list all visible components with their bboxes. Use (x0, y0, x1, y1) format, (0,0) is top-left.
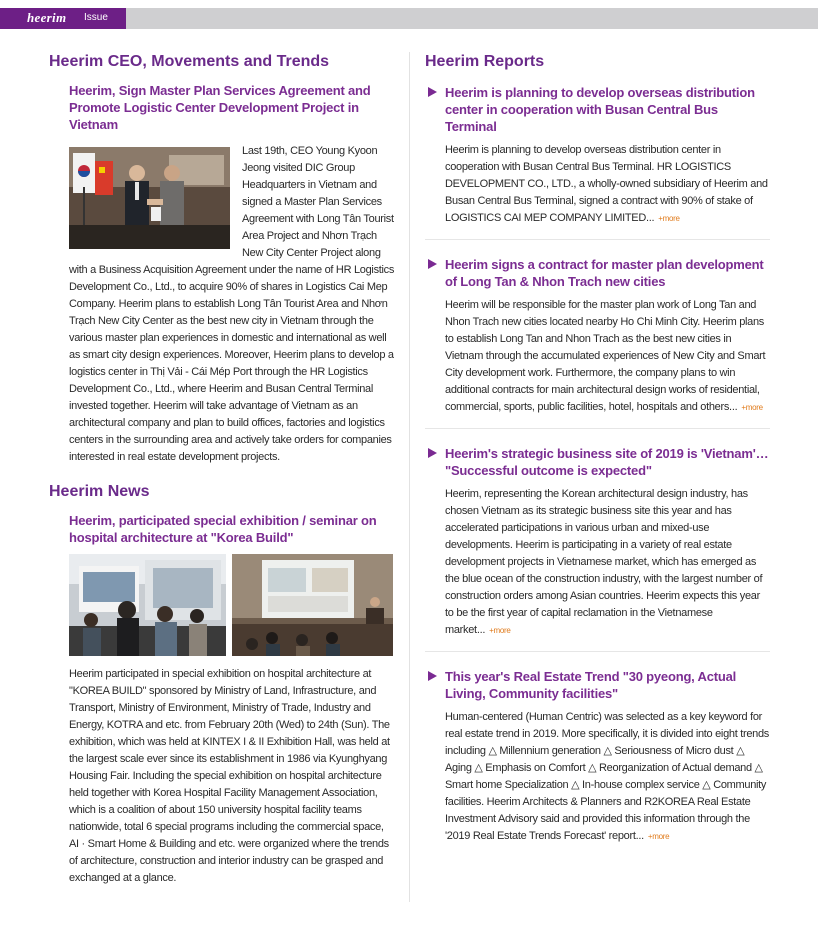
news-photos (49, 554, 395, 656)
report-body-wrap (445, 297, 770, 416)
news-article-title[interactable]: Heerim, participated special exhibition / seminar on hospital architecture at "Korea Build" (69, 513, 377, 545)
ceo-article-body: Last 19th, CEO Young Kyoon Jeong visited DIC Group Headquarters in Vietnam and signed a Master Plan Services Agreement with Long Tân Tourist Area Project and Nhơn Trạch New City Center Project along with a Business Acquisition Agreement under the name of HR Logistics Development Co., Ltd., to acquire 90% of shares in Logistics Cai Mep Company. Heerim plans to establish Long Tân Tourist Area and Nhơn Trạch New City Center as the best new city in Vietnam through the various master plan experiences in domestic and international as well as smart city design experiences. Moreover, Heerim plans to develop a logistics center in Thị Vải - Cái Mép Port through the HR Logistics Development Co., Ltd., where Heerim and Busan Central Terminal invested together. Heerim will take advantage of Vietnam as an architectural company and plan to build offices, factories and logistics centers in the surrounding area and actively take orders for companies interested in real estate development projects. (69, 145, 395, 463)
issue-label: Issue (84, 12, 108, 23)
report-body: Human-centered (Human Centric) was selected as a key keyword for real estate trend in 2019. More specifically, it is divided into eight trends including △ Millennium generation △ Seriousness of Micro dust △ Aging △ Emphasis on Comfort △ Reorganization of Actual demand △ Smart home Specialization △ In-house complex service △ Community facilities. Heerim Architects & Planners and R2KOREA Real Estate Investment Advisory said and provided this information through the '2019 Real Estate Trends Forecast' report... (445, 711, 769, 842)
report-body: Heerim, representing the Korean architectural design industry, has chosen Vietnam as its strategic business site this year and has accelerated participations in various urban and mixed-use developments. Heerim is participating in a variety of real estate development projects in Vietnamese market, which has emerged as the blue ocean of the construction industry, with the largest number of construction orders among Asian countries. Heerim expects this year to be the first year of capital reclamation in the Vietnamese market... (445, 488, 763, 636)
report-title[interactable]: This year's Real Estate Trend "30 pyeong, Actual Living, Community facilities" (445, 669, 737, 701)
brand-logo-text: heerim (27, 10, 67, 25)
report-body-wrap (445, 709, 770, 845)
report-title[interactable]: Heerim signs a contract for master plan development of Long Tan & Nhon Trach new cities (445, 257, 764, 289)
news-article-body: Heerim participated in special exhibition on hospital architecture at "KOREA BUILD" sponsored by Ministry of Land, Infrastructure, and Transport, Ministry of Environment, Ministry of Trade, Industry and Energy, KOTRA and etc. from February 20th (Wed) to 24th (Sun). The exhibition, which was held at KINTEX I & II Exhibition Hall, was held at the largest scale ever since its establishment in 1986 via Kyunghyang Housing Fair. Including the special exhibition on hospital architecture held together with Korea Hospital Facility Management Association, which is a coalition of about 150 university hospital facility teams nationwide, total 6 special programs including the commercial space, AI · Smart Home & Building and etc. were organized where the trends of architecture, construction and interior industry can be grasped and exchanged at a glance. (69, 668, 390, 884)
ceo-article-title[interactable]: Heerim, Sign Master Plan Services Agreement and Promote Logistic Center Development Project in Vietnam (69, 83, 371, 132)
section-title-reports: Heerim Reports (425, 53, 545, 70)
report-body-wrap (445, 142, 770, 227)
more-link[interactable]: +more (658, 214, 680, 223)
report-body: Heerim will be responsible for the master plan work of Long Tan and Nhon Trach new cities located nearby Ho Chi Minh City. Heerim plans to establish Long Tan and Nhon Trach as the best new cities in Vietnam through the accumulated experiences of New City and Smart City development work. Furthermore, the company plans to win additional contracts for main architectural design works of residential, commercial, sports, public facilities, hotel, hospitals and others... (445, 299, 766, 413)
triangle-bullet-icon (428, 259, 437, 269)
report-item (425, 668, 770, 857)
more-link[interactable]: +more (489, 626, 511, 635)
column-divider (409, 52, 410, 902)
header-bar (0, 8, 818, 29)
right-column (425, 52, 770, 873)
report-item (425, 256, 770, 429)
triangle-bullet-icon (428, 448, 437, 458)
report-body-wrap (445, 486, 770, 639)
ceo-article-body-wrap (69, 143, 395, 466)
ceo-signing-photo (69, 147, 230, 249)
report-body: Heerim is planning to develop overseas distribution center in cooperation with Busan Central Bus Terminal. HR LOGISTICS DEVELOPMENT CO., LTD., a wholly-owned subsidiary of Heerim and Busan Central Bus Terminal, signed a contract with 90% of stake of LOGISTICS CAI MEP COMPANY LIMITED... (445, 144, 768, 224)
more-link[interactable]: +more (647, 832, 670, 841)
triangle-bullet-icon (428, 87, 437, 97)
report-item (425, 445, 770, 652)
left-column (49, 52, 395, 887)
report-title[interactable]: Heerim's strategic business site of 2019 is 'Vietnam'… "Successful outcome is expected" (445, 446, 769, 478)
brand-tab (0, 8, 126, 29)
exhibition-booth-photo (69, 554, 226, 656)
seminar-photo (232, 554, 393, 656)
triangle-bullet-icon (428, 671, 437, 681)
section-title-ceo: Heerim CEO, Movements and Trends (49, 53, 330, 70)
report-item (425, 84, 770, 240)
section-title-news: Heerim News (49, 483, 150, 500)
more-link[interactable]: +more (741, 403, 763, 412)
report-title[interactable]: Heerim is planning to develop overseas distribution center in cooperation with Busan Central Bus Terminal (445, 85, 755, 134)
